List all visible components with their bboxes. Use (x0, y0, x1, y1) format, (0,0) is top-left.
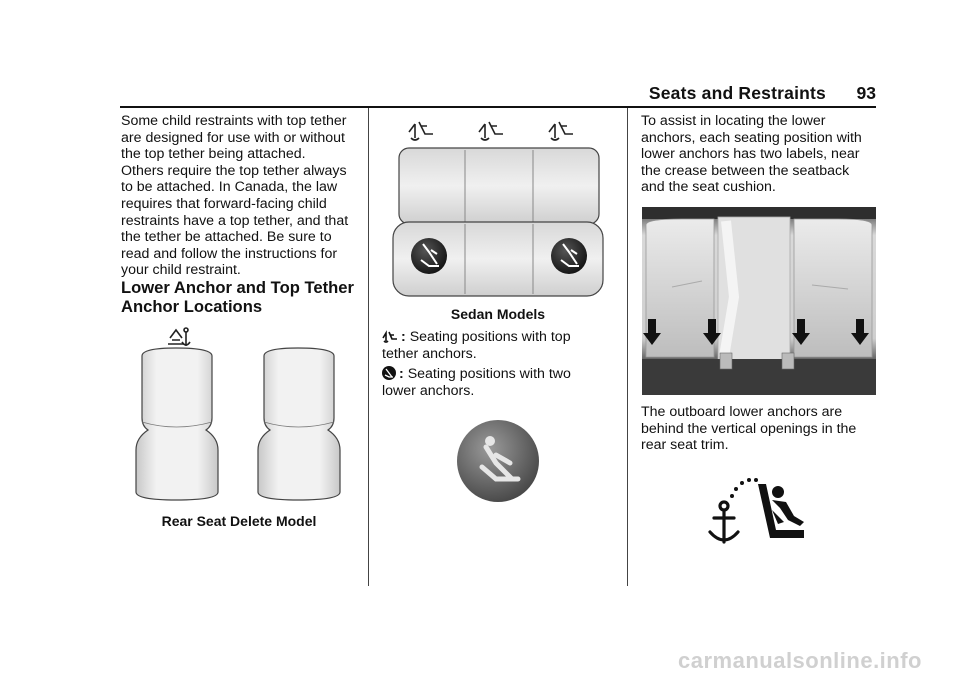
text-line: To assist in locating the lower (641, 113, 826, 129)
text-line: lower anchors. (382, 382, 475, 399)
column-divider-right (627, 108, 628, 586)
text-line: the tether be attached. Be sure to (121, 229, 332, 246)
header-rule (120, 106, 876, 108)
heading-line: Lower Anchor and Top Tether (121, 278, 354, 297)
top-tether-icon (479, 122, 503, 140)
left-seat-illustration (136, 348, 218, 500)
text-line: Seating positions with top (409, 329, 571, 345)
figure-caption-rear-seat-delete: Rear Seat Delete Model (161, 513, 317, 529)
text-line: requires that forward-facing child (121, 195, 327, 212)
text-line: are designed for use with or without (121, 129, 345, 146)
lower-anchor-icon (457, 420, 539, 502)
child-seat-icon (758, 484, 804, 538)
lower-anchor-tether-symbol (706, 476, 808, 550)
text-line: the top tether being attached. (121, 146, 306, 163)
page-number: 93 (856, 83, 876, 103)
text-line: read and follow the instructions for (121, 245, 338, 262)
legend-colon: : (401, 329, 406, 345)
text-line: to be attached. In Canada, the law (121, 179, 338, 196)
sedan-rear-seat-figure (389, 114, 607, 300)
text-line: Seating positions with two (407, 366, 571, 382)
text-line: your child restraint. (121, 262, 241, 279)
page-header (560, 83, 876, 107)
anchor-label-paragraph (641, 113, 877, 196)
top-tether-icon (168, 328, 190, 346)
outboard-anchor-paragraph (641, 404, 877, 454)
section-title: Seats and Restraints (648, 83, 826, 103)
seatback-illustration (399, 148, 599, 224)
column-divider-left (368, 108, 369, 586)
lower-anchor-icon (411, 238, 447, 274)
heading-line: Anchor Locations (121, 297, 263, 316)
text-line: and the seat cushion. (641, 179, 776, 196)
watermark-text: carmanualsonline.info (678, 648, 922, 673)
top-tether-icon (382, 329, 398, 343)
tether-legend (382, 329, 620, 362)
text-line: behind the vertical openings in the (641, 420, 857, 437)
rear-seat-photo (642, 207, 876, 395)
lower-anchor-icon (551, 238, 587, 274)
top-tether-icon (549, 122, 573, 140)
intro-paragraph (121, 113, 361, 279)
section-heading (121, 278, 361, 316)
text-line: Others require the top tether always (121, 162, 347, 179)
lower-anchor-symbol-figure (456, 419, 540, 503)
right-seat-illustration (258, 348, 340, 500)
text-line: Some child restraints with top tether (121, 113, 347, 129)
text-line: The outboard lower anchors are (641, 404, 843, 420)
tether-dotted-arc (730, 478, 758, 498)
text-line: lower anchors has two labels, near (641, 146, 860, 163)
text-line: the crease between the seatback (641, 162, 850, 179)
text-line: anchors, each seating position with (641, 129, 862, 146)
top-tether-icon (409, 122, 433, 140)
watermark (0, 648, 960, 674)
rear-seat-delete-figure (128, 322, 350, 504)
text-line: rear seat trim. (641, 437, 729, 454)
lower-anchor-legend (382, 366, 620, 399)
text-line: tether anchors. (382, 345, 477, 362)
anchor-icon (710, 502, 738, 542)
figure-caption-sedan: Sedan Models (450, 306, 546, 322)
lower-anchor-icon (382, 366, 396, 380)
legend-colon: : (399, 366, 404, 382)
text-line: restraints have a top tether, and that (121, 212, 349, 229)
